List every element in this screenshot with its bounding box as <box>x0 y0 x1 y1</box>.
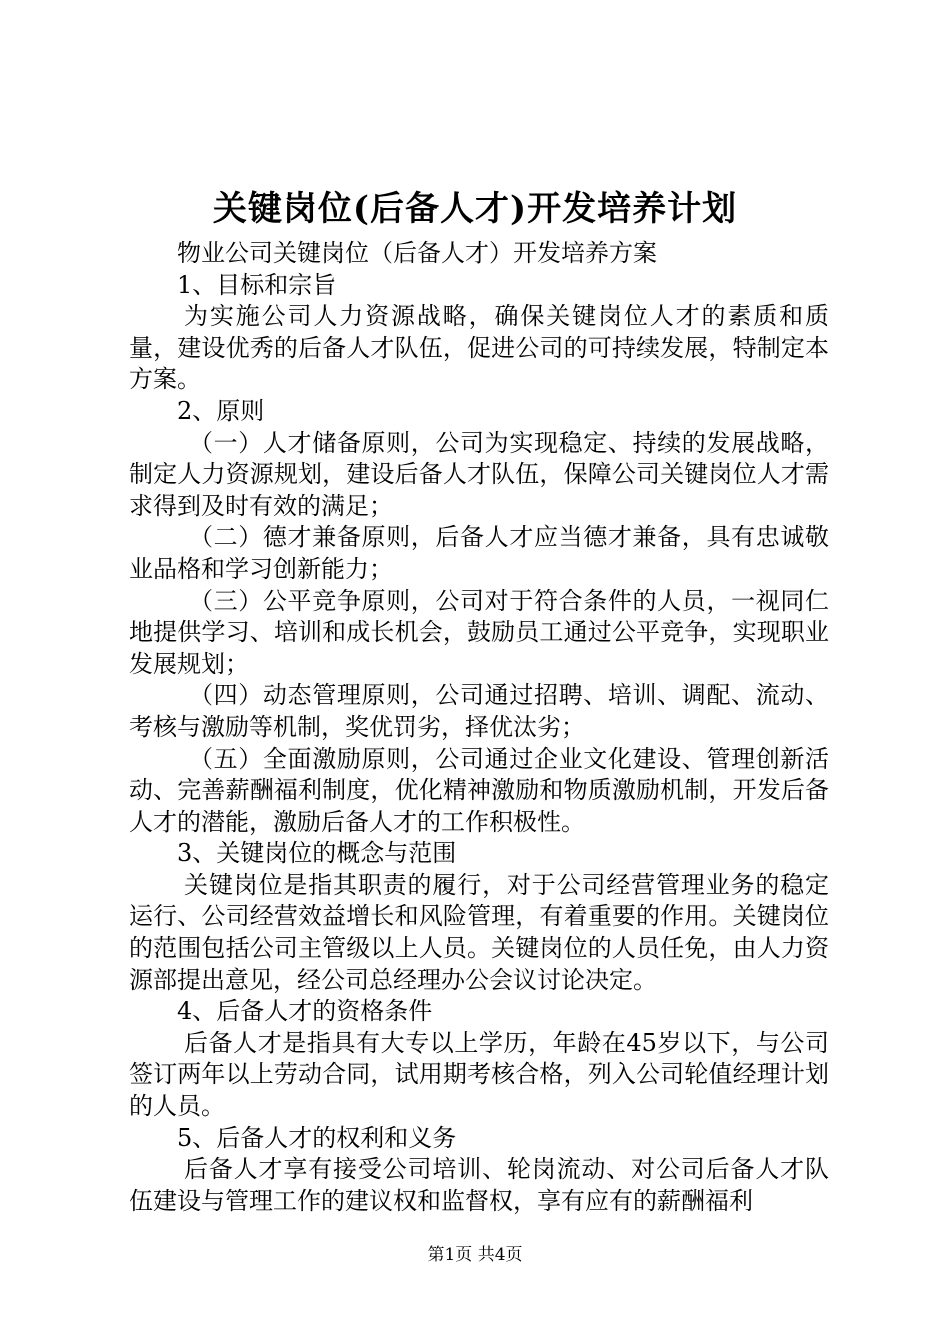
section-heading: 4、后备人才的资格条件 <box>177 997 433 1026</box>
body-paragraph: 后备人才是指具有大专以上学历，年龄在45岁以下，与公司签订两年以上劳动合同，试用期考核合格，列入公司轮值经理计划的人员。 <box>129 1028 829 1121</box>
principle-item: （一）人才储备原则，公司为实现稳定、持续的发展战略，制定人力资源规划，建设后备人才队伍，保障公司关键岗位人才需求得到及时有效的满足； <box>129 428 829 520</box>
section-heading: 3、关键岗位的概念与范围 <box>177 839 457 868</box>
document-title: 关键岗位(后备人才)开发培养计划 <box>212 189 738 229</box>
page-number-footer: 第1页 共4页 <box>427 1245 523 1265</box>
body-paragraph: 后备人才享有接受公司培训、轮岗流动、对公司后备人才队伍建设与管理工作的建议权和监督权，享有应有的薪酬福利 <box>129 1155 829 1215</box>
section-heading: 5、后备人才的权利和义务 <box>177 1123 457 1152</box>
principle-item: （二）德才兼备原则，后备人才应当德才兼备，具有忠诚敬业品格和学习创新能力； <box>129 523 829 583</box>
section-heading: 1、目标和宗旨 <box>177 270 337 299</box>
body-paragraph: 关键岗位是指其职责的履行，对于公司经营管理业务的稳定运行、公司经营效益增长和风险管理，有着重要的作用。关键岗位的范围包括公司主管级以上人员。关键岗位的人员任免，由人力资源部提出意见，经公司总经理办公会议讨论决定。 <box>129 870 829 994</box>
principle-item: （五）全面激励原则，公司通过企业文化建设、管理创新活动、完善薪酬福利制度，优化精神激励和物质激励机制，开发后备人才的潜能，激励后备人才的工作积极性。 <box>129 744 829 836</box>
principle-item: （三）公平竞争原则，公司对于符合条件的人员，一视同仁地提供学习、培训和成长机会，鼓励员工通过公平竞争，实现职业发展规划； <box>129 586 829 678</box>
document-subtitle: 物业公司关键岗位（后备人才）开发培养方案 <box>177 239 657 267</box>
body-paragraph: 为实施公司人力资源战略，确保关键岗位人才的素质和质量，建设优秀的后备人才队伍，促进公司的可持续发展，特制定本方案。 <box>129 302 829 394</box>
principle-item: （四）动态管理原则，公司通过招聘、培训、调配、流动、考核与激励等机制，奖优罚劣，择优汰劣； <box>129 681 829 741</box>
document-body <box>129 238 829 1217</box>
section-heading: 2、原则 <box>177 396 265 425</box>
